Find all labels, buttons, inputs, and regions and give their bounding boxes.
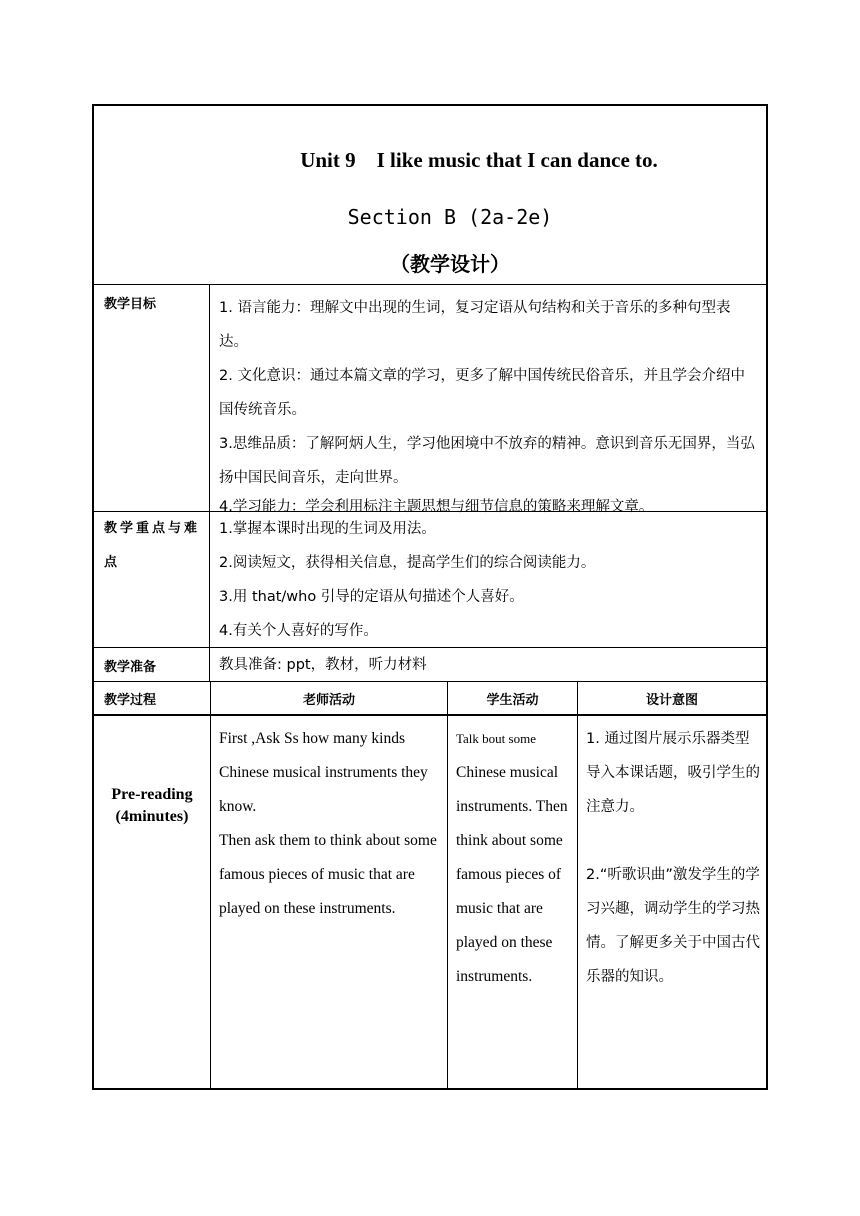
col-intent-header: 设计意图 [645,692,698,708]
goals-row [94,285,766,515]
stage-cell [94,716,211,1090]
key-point-item: 4.有关个人喜好的写作。 [219,623,378,639]
student-activity-lead: Talk bout some [456,731,536,746]
student-activity [448,716,578,1090]
teacher-activity-text-2: Then ask them to think about some famous pieces of music that are played on these instruments. [219,832,437,917]
key-point-item: 2.阅读短文，获得相关信息，提高学生们的综合阅读能力。 [219,555,596,571]
stage-label: Pre-reading (4minutes) [111,786,193,825]
design-intent-1: 1. 通过图片展示乐器类型导入本课话题，吸引学生的注意力。 [586,731,760,815]
process-label: 教学过程 [94,682,211,714]
goal-item: 1. 语言能力：理解文中出现的生词，复习定语从句结构和关于音乐的多种句型表达。 [219,300,731,350]
process-header-row [94,682,766,716]
col-teacher-header: 老师活动 [211,682,448,714]
preparation-content: 教具准备: ppt，教材，听力材料 [219,657,427,673]
lesson-plan-table [92,104,768,1090]
student-activity-text: Chinese musical instruments. Then think about some famous pieces of music that are played on these instruments. [456,764,568,985]
teacher-activity-text-1: First ,Ask Ss how many kinds Chinese musical instruments they know. [219,730,428,815]
design-intent [578,716,766,1090]
process-body-row [94,716,766,1090]
title-area [94,106,766,285]
design-intent-2: 2.“听歌识曲”激发学生的学习兴趣，调动学生的学习热情。了解更多关于中国古代乐器的知识。 [586,867,760,985]
key-point-item: 1.掌握本课时出现的生词及用法。 [219,521,436,537]
key-points-row [94,512,766,648]
goal-item: 3.思维品质：了解阿炳人生，学习他困境中不放弃的精神。意识到音乐无国界，当弘扬中国民间音乐，走向世界。 [219,436,755,486]
preparation-row [94,648,766,682]
key-points-content [211,512,766,647]
col-student-header: 学生活动 [448,682,578,714]
key-point-item: 3.用 that/who 引导的定语从句描述个人喜好。 [219,589,524,605]
unit-title: Unit 9 I like music that I can dance to. [300,148,658,172]
teacher-activity [211,716,448,1090]
goals-content [211,285,766,515]
key-points-label: 教学重点与难点 [94,512,210,647]
goal-item: 4.学习能力：学会利用标注主题思想与细节信息的策略来理解文章。 [219,499,654,515]
goals-label: 教学目标 [94,285,210,511]
preparation-label: 教学准备 [94,648,210,681]
section-title: Section B (2a-2e) [347,205,553,229]
goal-item: 2. 文化意识：通过本篇文章的学习，更多了解中国传统民俗音乐，并且学会介绍中国传统音乐。 [219,368,745,418]
design-title: （教学设计） [390,252,510,276]
